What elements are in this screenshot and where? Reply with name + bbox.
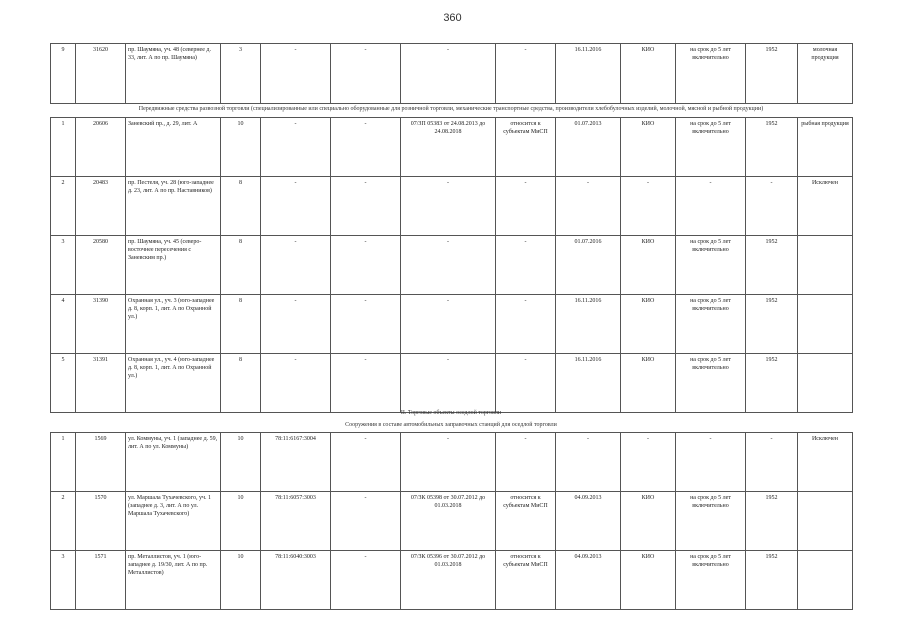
cell-row-number: 1 <box>51 433 76 492</box>
cell-specialization <box>798 236 853 295</box>
cell-contract: 07/ЗК 05396 от 30.07.2012 до 01.03.2018 <box>401 551 496 610</box>
cell-object-id: 20606 <box>76 118 126 177</box>
cell-area: 10 <box>221 118 261 177</box>
cell-row-number: 3 <box>51 236 76 295</box>
cell-address: пр. Шаумяна, уч. 48 (севернее д. 33, лит. А по пр. Шаумяна) <box>126 44 221 104</box>
cell-area: 3 <box>221 44 261 104</box>
cell-contract: - <box>401 177 496 236</box>
cell-authority: КИО <box>621 492 676 551</box>
cell-col-6: - <box>331 236 401 295</box>
cell-address: Заневский пр., д. 29, лит. А <box>126 118 221 177</box>
cell-inclusion-date: 01.07.2016 <box>556 236 621 295</box>
cell-area: 8 <box>221 295 261 354</box>
cell-address: пр. Металлистов, уч. 1 (юго-западнее д. 19/30, лит. А по пр. Металлистов) <box>126 551 221 610</box>
cell-area: 10 <box>221 551 261 610</box>
table-row <box>51 354 853 413</box>
cell-smb-status: - <box>496 177 556 236</box>
table-row <box>51 551 853 610</box>
cell-authority: КИО <box>621 236 676 295</box>
cell-object-id: 1571 <box>76 551 126 610</box>
cell-contract: 07/ЗП 05383 от 24.08.2013 до 24.08.2018 <box>401 118 496 177</box>
table-gas-station-trade <box>50 432 853 610</box>
cell-row-number: 5 <box>51 354 76 413</box>
cell-col-12: - <box>746 177 798 236</box>
cell-contract: - <box>401 295 496 354</box>
cell-area: 8 <box>221 354 261 413</box>
cell-object-id: 20483 <box>76 177 126 236</box>
cell-col-6: - <box>331 551 401 610</box>
cell-smb-status: - <box>496 236 556 295</box>
cell-row-number: 2 <box>51 177 76 236</box>
cell-inclusion-date: 04.09.2013 <box>556 492 621 551</box>
cell-authority: КИО <box>621 295 676 354</box>
cell-cadastral-number: - <box>261 236 331 295</box>
table-mobile-continued <box>50 43 853 104</box>
cell-inclusion-date: - <box>556 433 621 492</box>
cell-cadastral-number: - <box>261 177 331 236</box>
table-row <box>51 177 853 236</box>
cell-cadastral-number: - <box>261 295 331 354</box>
cell-authority: - <box>621 177 676 236</box>
cell-inclusion-date: 16.11.2016 <box>556 354 621 413</box>
cell-smb-status: - <box>496 295 556 354</box>
table-row <box>51 44 853 104</box>
cell-col-6: - <box>331 295 401 354</box>
cell-col-12: 1952 <box>746 236 798 295</box>
cell-authority: КИО <box>621 551 676 610</box>
cell-specialization <box>798 551 853 610</box>
cell-col-6: - <box>331 177 401 236</box>
cell-smb-status: относится к субъектам МиСП <box>496 118 556 177</box>
cell-col-6: - <box>331 354 401 413</box>
cell-term: на срок до 5 лет включительно <box>676 44 746 104</box>
cell-specialization: молочная продукция <box>798 44 853 104</box>
cell-inclusion-date: - <box>556 177 621 236</box>
cell-address: Охранная ул., уч. 3 (юго-западнее д. 8, корп. 1, лит. А по Охранной ул.) <box>126 295 221 354</box>
cell-term: на срок до 5 лет включительно <box>676 118 746 177</box>
cell-object-id: 31391 <box>76 354 126 413</box>
cell-smb-status: - <box>496 354 556 413</box>
table-row <box>51 492 853 551</box>
cell-object-id: 31390 <box>76 295 126 354</box>
table-mobile-trade <box>50 117 853 413</box>
cell-smb-status: относится к субъектам МиСП <box>496 492 556 551</box>
cell-cadastral-number: 78:11:6040:3003 <box>261 551 331 610</box>
table-row <box>51 118 853 177</box>
cell-contract: - <box>401 354 496 413</box>
cell-address: пр. Пестеля, уч. 28 (юго-западнее д. 23, лит. А по пр. Наставников) <box>126 177 221 236</box>
cell-col-12: 1952 <box>746 551 798 610</box>
cell-specialization <box>798 492 853 551</box>
cell-row-number: 1 <box>51 118 76 177</box>
table-row <box>51 295 853 354</box>
cell-contract: - <box>401 236 496 295</box>
cell-col-12: 1952 <box>746 492 798 551</box>
cell-object-id: 31620 <box>76 44 126 104</box>
cell-smb-status: - <box>496 433 556 492</box>
cell-specialization <box>798 295 853 354</box>
cell-inclusion-date: 04.09.2013 <box>556 551 621 610</box>
cell-col-12: 1952 <box>746 295 798 354</box>
cell-address: ул. Коммуны, уч. 1 (западнее д. 59, лит. А по ул. Коммуны) <box>126 433 221 492</box>
cell-specialization <box>798 354 853 413</box>
cell-col-6: - <box>331 492 401 551</box>
section-heading-mobile-trade: Передвижные средства развозной торговли (специализированные или специально оборудованные для розничной торговли, механические транспортные средства, производители хлебобулочных изделий, молочной, мясной и рыбной продукции) <box>138 106 764 112</box>
cell-term: - <box>676 433 746 492</box>
cell-specialization: Исключен <box>798 433 853 492</box>
cell-col-12: 1952 <box>746 44 798 104</box>
cell-term: на срок до 5 лет включительно <box>676 492 746 551</box>
page-number: 360 <box>443 12 462 24</box>
cell-col-6: - <box>331 44 401 104</box>
cell-col-6: - <box>331 433 401 492</box>
table-row <box>51 433 853 492</box>
cell-col-12: 1952 <box>746 354 798 413</box>
cell-col-12: - <box>746 433 798 492</box>
cell-row-number: 4 <box>51 295 76 354</box>
cell-inclusion-date: 01.07.2013 <box>556 118 621 177</box>
cell-area: 10 <box>221 492 261 551</box>
cell-contract: - <box>401 44 496 104</box>
cell-term: на срок до 5 лет включительно <box>676 236 746 295</box>
cell-cadastral-number: - <box>261 118 331 177</box>
cell-col-6: - <box>331 118 401 177</box>
cell-authority: КИО <box>621 118 676 177</box>
cell-object-id: 1569 <box>76 433 126 492</box>
cell-row-number: 9 <box>51 44 76 104</box>
cell-contract: - <box>401 433 496 492</box>
cell-address: пр. Шаумяна, уч. 45 (северо-восточнее пересечения с Заневским пр.) <box>126 236 221 295</box>
cell-cadastral-number: - <box>261 44 331 104</box>
cell-col-12: 1952 <box>746 118 798 177</box>
cell-address: ул. Маршала Тухачевского, уч. 1 (западнее д. 3, лит. А по ул. Маршала Тухачевского) <box>126 492 221 551</box>
cell-authority: КИО <box>621 354 676 413</box>
cell-row-number: 2 <box>51 492 76 551</box>
cell-authority: КИО <box>621 44 676 104</box>
cell-cadastral-number: - <box>261 354 331 413</box>
cell-specialization: Исключен <box>798 177 853 236</box>
cell-cadastral-number: 78:11:6057:3003 <box>261 492 331 551</box>
section-subheading-gas-stations: Сооружения в составе автомобильных заправочных станций для оседлой торговли <box>345 422 557 428</box>
cell-inclusion-date: 16.11.2016 <box>556 295 621 354</box>
cell-area: 10 <box>221 433 261 492</box>
cell-area: 8 <box>221 236 261 295</box>
cell-smb-status: относится к субъектам МиСП <box>496 551 556 610</box>
cell-object-id: 20580 <box>76 236 126 295</box>
cell-contract: 07/ЗК 05398 от 30.07.2012 до 01.03.2018 <box>401 492 496 551</box>
cell-authority: - <box>621 433 676 492</box>
cell-specialization: рыбная продукция <box>798 118 853 177</box>
cell-inclusion-date: 16.11.2016 <box>556 44 621 104</box>
cell-term: на срок до 5 лет включительно <box>676 354 746 413</box>
cell-row-number: 3 <box>51 551 76 610</box>
section-heading-fixed-trade: II. Торговые объекты оседлой торговли <box>400 410 502 416</box>
cell-address: Охранная ул., уч. 4 (юго-западнее д. 8, корп. 1, лит. А по Охранной ул.) <box>126 354 221 413</box>
cell-area: 8 <box>221 177 261 236</box>
cell-smb-status: - <box>496 44 556 104</box>
cell-term: на срок до 5 лет включительно <box>676 551 746 610</box>
cell-cadastral-number: 78:11:6167:3004 <box>261 433 331 492</box>
cell-term: на срок до 5 лет включительно <box>676 295 746 354</box>
cell-term: - <box>676 177 746 236</box>
cell-object-id: 1570 <box>76 492 126 551</box>
table-row <box>51 236 853 295</box>
